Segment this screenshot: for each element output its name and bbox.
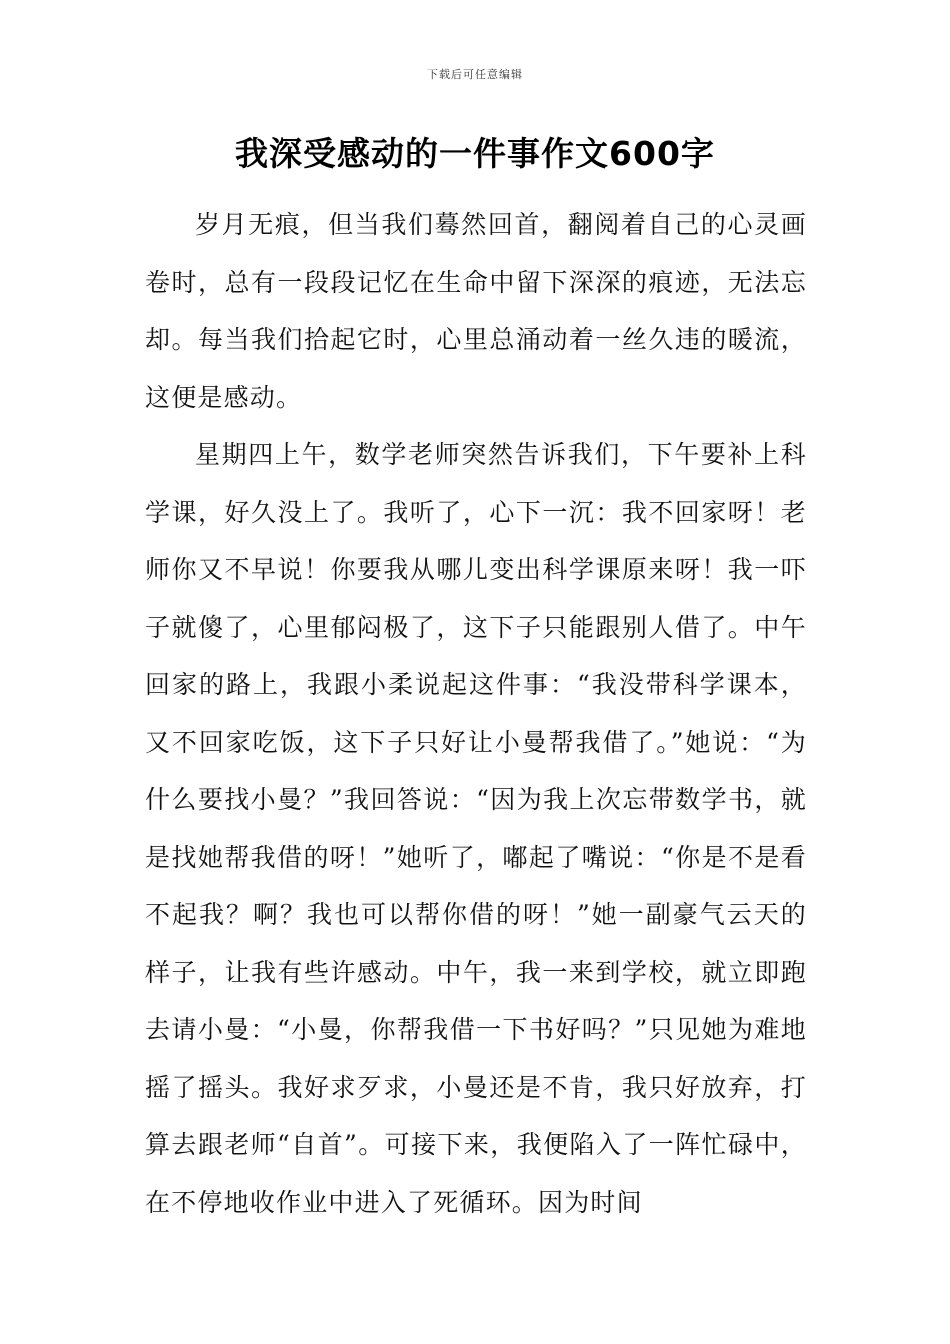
header-note: 下载后可任意编辑 bbox=[427, 68, 523, 81]
document-title: 我深受感动的一件事作文600字 bbox=[235, 134, 715, 173]
paragraph-2: 星期四上午，数学老师突然告诉我们，下午要补上科学课，好久没上了。我听了，心下一沉：我不回家呀！老师你又不早说！你要我从哪儿变出科学课原来呀！我一吓子就傻了，心里郁闷极了，这下子只能跟别人借了。中午回家的路上，我跟小柔说起这件事：“我没带科学课本，又不回家吃饭，这下子只好让小曼帮我借了。”她说：“为什么要找小曼？”我回答说：“因为我上次忘带数学书，就是找她帮我借的呀！”她听了，嘟起了嘴说：“你是不是看不起我？啊？我也可以帮你借的呀！”她一副豪气云天的样子，让我有些许感动。中午，我一来到学校，就立即跑去请小曼：“小曼，你帮我借一下书好吗？”只见她为难地摇了摇头。我好求歹求，小曼还是不肯，我只好放弃，打算去跟老师“自首”。可接下来，我便陷入了一阵忙碌中，在不停地收作业中进入了死循环。因为时间 bbox=[145, 440, 807, 1217]
paragraph-1: 岁月无痕，但当我们蓦然回首，翻阅着自己的心灵画卷时，总有一段段记忆在生命中留下深深的痕迹，无法忘却。每当我们拾起它时，心里总涌动着一丝久违的暖流，这便是感动。 bbox=[145, 210, 807, 412]
document-body bbox=[145, 196, 807, 1231]
